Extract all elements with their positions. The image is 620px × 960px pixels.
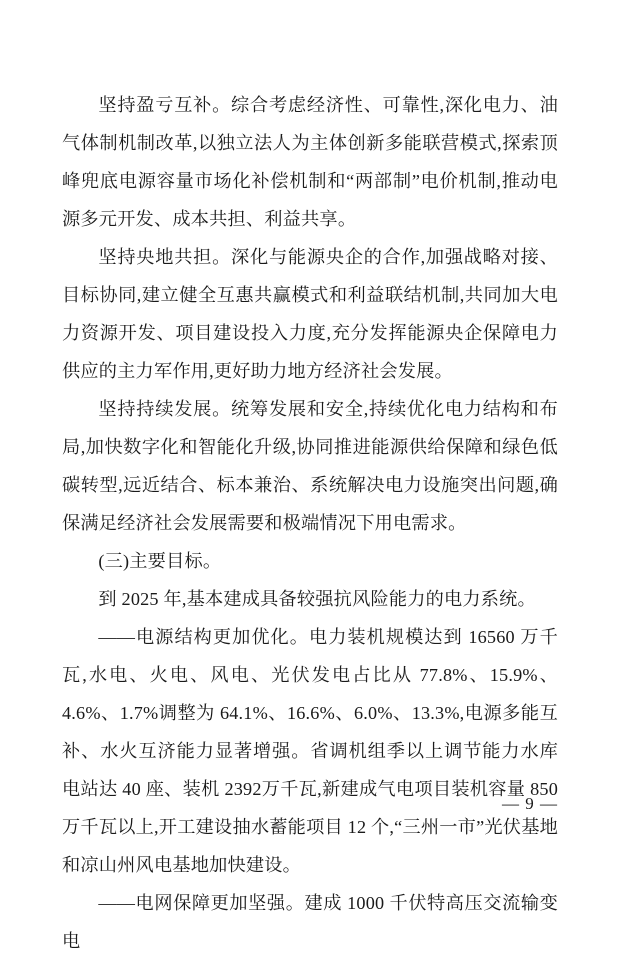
section-heading-main-goals: (三)主要目标。 (98, 551, 222, 571)
paragraph-5: ——电源结构更加优化。电力装机规模达到 16560 万千瓦,水电、火电、风电、光伏发电占比从 77.8%、15.9%、4.6%、1.7%调整为 64.1%、16.6%、6.0%、13.3%,电源多能互补、水火互济能力显著增强。省调机组季以上调节能力水库电站达 40 座、装机 2392万千瓦,新建成气电项目装机容量 850 万千瓦以上,开工建设抽水蓄能项目 12 个,“三州一市”光伏基地和凉山州风电基地加快建设。 (62, 627, 558, 875)
paragraph-6: ——电网保障更加坚强。建成 1000 千伏特高压交流输变电 (62, 893, 558, 951)
page-number: — 9 — (502, 794, 558, 813)
paragraph-2: 坚持央地共担。深化与能源央企的合作,加强战略对接、目标协同,建立健全互惠共赢模式和利益联结机制,共同加大电力资源开发、项目建设投入力度,充分发挥能源央企保障电力供应的主力军作用,更好助力地方经济社会发展。 (62, 247, 558, 381)
paragraph-3: 坚持持续发展。统筹发展和安全,持续优化电力结构和布局,加快数字化和智能化升级,协同推进能源供给保障和绿色低碳转型,远近结合、标本兼治、系统解决电力设施突出问题,确保满足经济社会发展需要和极端情况下用电需求。 (62, 399, 558, 533)
paragraph-1: 坚持盈亏互补。综合考虑经济性、可靠性,深化电力、油气体制机制改革,以独立法人为主体创新多能联营模式,探索顶峰兜底电源容量市场化补偿机制和“两部制”电价机制,推动电源多元开发、成本共担、利益共享。 (62, 95, 558, 229)
document-body (62, 86, 558, 960)
paragraph-4: 到 2025 年,基本建成具备较强抗风险能力的电力系统。 (98, 589, 536, 609)
